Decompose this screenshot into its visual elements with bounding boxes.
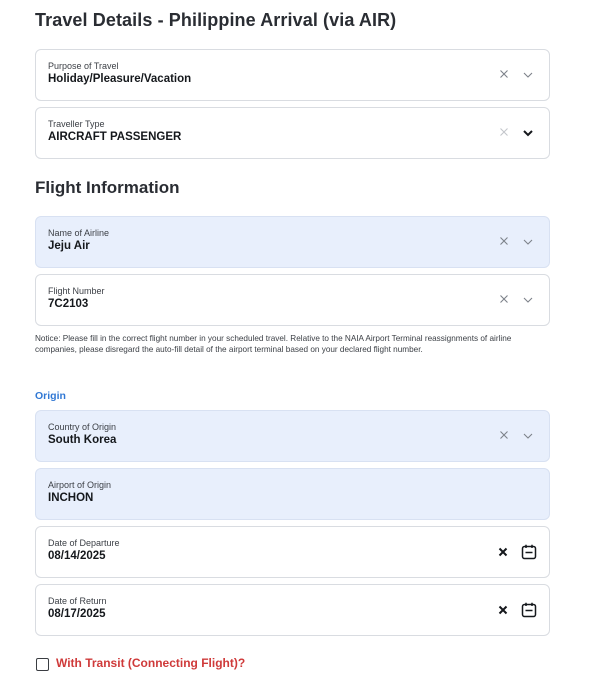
airport-of-origin-value: INCHON: [48, 492, 94, 504]
country-of-origin-select[interactable]: [35, 410, 550, 462]
flight-number-label: Flight Number: [48, 286, 105, 296]
calendar-icon[interactable]: [520, 601, 538, 619]
with-transit-checkbox[interactable]: [36, 658, 49, 671]
country-of-origin-value: South Korea: [48, 434, 117, 446]
chevron-down-icon[interactable]: [521, 235, 535, 249]
chevron-down-icon[interactable]: [521, 429, 535, 443]
date-of-departure-field[interactable]: [35, 526, 550, 578]
close-icon: [497, 125, 511, 139]
origin-section-label: Origin: [35, 390, 66, 402]
date-of-departure-label: Date of Departure: [48, 538, 120, 548]
date-of-return-field[interactable]: [35, 584, 550, 636]
airport-of-origin-label: Airport of Origin: [48, 480, 112, 490]
traveller-type-value: AIRCRAFT PASSENGER: [48, 131, 182, 143]
airline-select[interactable]: [35, 216, 550, 268]
date-of-return-label: Date of Return: [48, 596, 107, 606]
flight-number-value: 7C2103: [48, 298, 89, 310]
close-icon[interactable]: [497, 292, 511, 306]
close-icon[interactable]: [496, 545, 510, 559]
flight-number-notice: Notice: Please fill in the correct flight number in your scheduled travel. Relative to the NAIA Airport Terminal reassignments of airline companies, please disregard the auto-fill detail of the airport terminal based on your declared flight number.: [35, 334, 512, 354]
chevron-down-icon[interactable]: [521, 126, 535, 140]
calendar-icon[interactable]: [520, 543, 538, 561]
close-icon[interactable]: [497, 234, 511, 248]
date-of-departure-value: 08/14/2025: [48, 550, 106, 562]
flight-number-select[interactable]: [35, 274, 550, 326]
date-of-return-value: 08/17/2025: [48, 608, 106, 620]
airline-label: Name of Airline: [48, 228, 110, 238]
chevron-down-icon[interactable]: [521, 68, 535, 82]
traveller-type-select[interactable]: [35, 107, 550, 159]
flight-information-heading: Flight Information: [35, 178, 180, 197]
purpose-of-travel-value: Holiday/Pleasure/Vacation: [48, 73, 192, 85]
airline-value: Jeju Air: [48, 240, 90, 252]
purpose-of-travel-select[interactable]: [35, 49, 550, 101]
chevron-down-icon[interactable]: [521, 293, 535, 307]
purpose-of-travel-label: Purpose of Travel: [48, 61, 119, 71]
close-icon[interactable]: [496, 603, 510, 617]
airport-of-origin-field[interactable]: [35, 468, 550, 520]
with-transit-label[interactable]: With Transit (Connecting Flight)?: [56, 656, 246, 670]
close-icon[interactable]: [497, 428, 511, 442]
close-icon[interactable]: [497, 67, 511, 81]
page-title: Travel Details - Philippine Arrival (via AIR): [35, 10, 397, 30]
country-of-origin-label: Country of Origin: [48, 422, 117, 432]
traveller-type-label: Traveller Type: [48, 119, 105, 129]
